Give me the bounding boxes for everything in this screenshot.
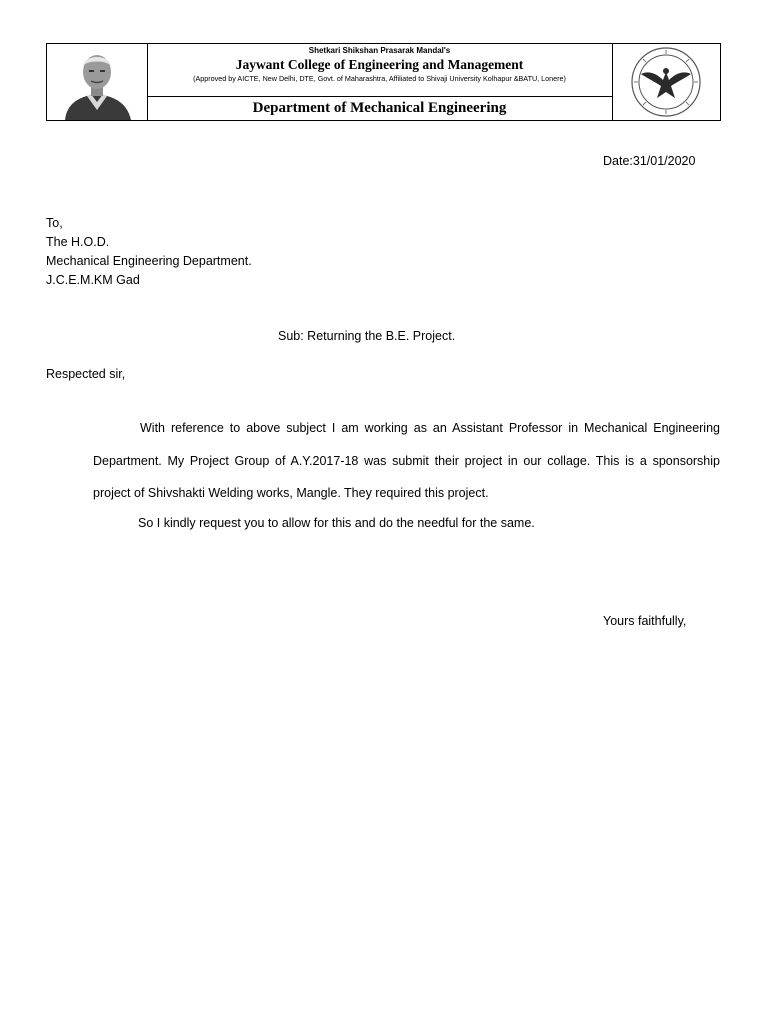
closing-signoff: Yours faithfully, [603,614,687,628]
approval-note: (Approved by AICTE, New Delhi, DTE, Govt. of Maharashtra, Affiliated to Shivaji University Kolhapur &BATU, Lonere) [193,74,566,83]
body-paragraph-2: So I kindly request you to allow for this and do the needful for the same. [138,516,535,530]
recipient-department: Mechanical Engineering Department. [46,254,252,268]
letterhead-text-block [147,44,612,120]
founder-photo [47,44,148,120]
recipient-title: The H.O.D. [46,235,110,249]
letterhead [46,43,721,121]
college-name: Jaywant College of Engineering and Management [235,57,524,72]
recipient-to: To, [46,216,63,230]
recipient-institution: J.C.E.M.KM Gad [46,273,140,287]
letterhead-institution [147,44,612,97]
letter-subject: Sub: Returning the B.E. Project. [278,329,456,343]
college-seal-logo [612,44,720,120]
department-name: Department of Mechanical Engineering [252,100,507,116]
letter-date: Date:31/01/2020 [603,154,696,168]
salutation: Respected sir, [46,367,126,381]
body-paragraph-1: With reference to above subject I am working as an Assistant Professor in Mechanical Engineering Department. My Project Group of A.Y.2017-18 was submit their project in our collage. This is a sponsorship project of Shivshakti Welding works, Mangle. They required this project. [93,421,720,500]
society-name: Shetkari Shikshan Prasarak Mandal's [308,46,451,55]
